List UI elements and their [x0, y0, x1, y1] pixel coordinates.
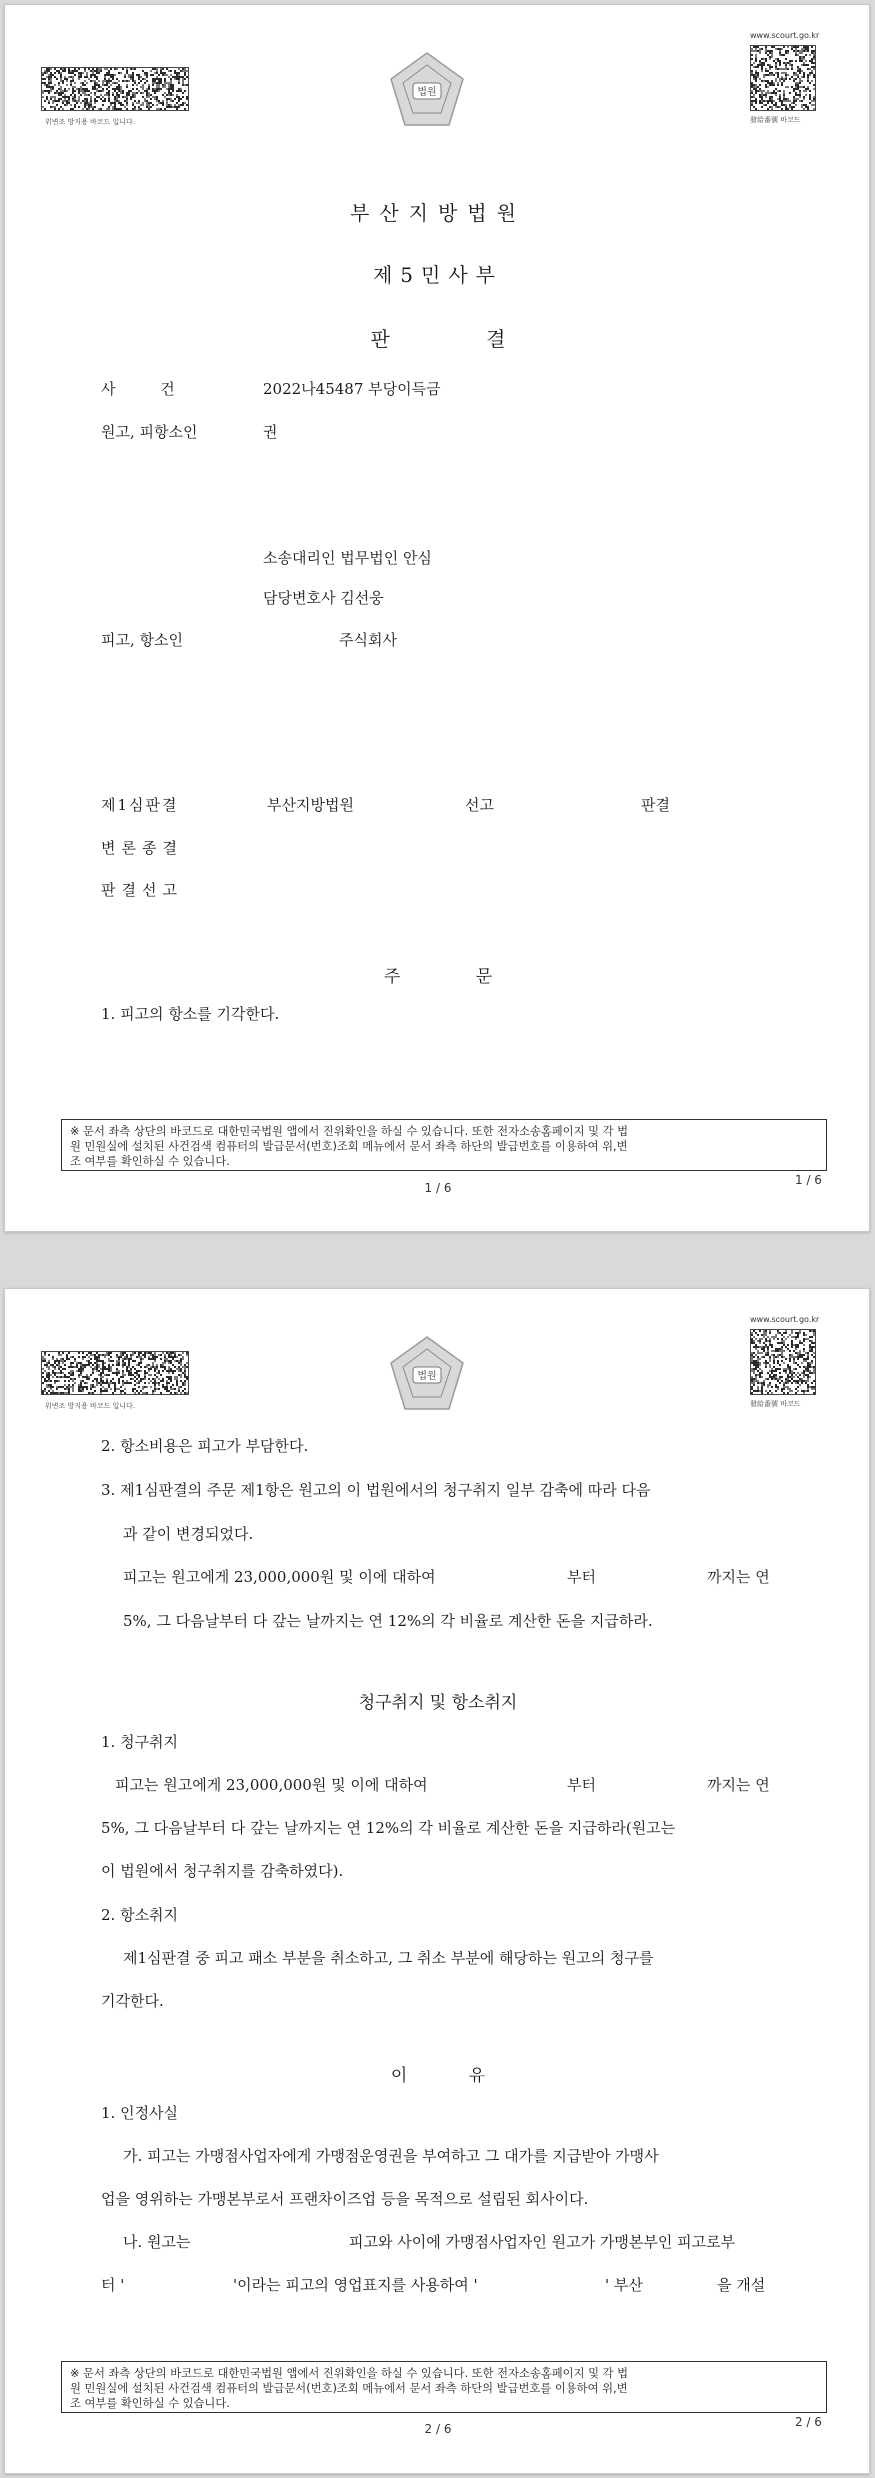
issue-number-qr-code — [750, 1329, 816, 1395]
appeal-item-2: 2. 항소취지 — [101, 1906, 179, 1924]
order-item-3-line-3b: 부터 — [567, 1568, 596, 1586]
claim-heading: 청구취지 및 항소취지 — [358, 1693, 518, 1713]
claim-line-2: 5%, 그 다음날부터 다 갚는 날까지는 연 12%의 각 비율로 계산한 돈을 지급하라(원고는 — [101, 1819, 676, 1837]
order-item-1: 1. 피고의 항소를 기각한다. — [101, 1005, 280, 1023]
order-heading: 주 문 — [383, 967, 493, 987]
fact-na-line-1a: 나. 원고는 — [123, 2233, 191, 2251]
verification-notice — [61, 2361, 827, 2413]
notice-line-3: 조 여부를 확인하실 수 있습니다. — [70, 1155, 230, 1168]
order-item-3-line-4: 5%, 그 다음날부터 다 갚는 날까지는 연 12%의 각 비율로 계산한 돈을 지급하라. — [123, 1612, 653, 1630]
order-item-3-line-3c: 까지는 연 — [707, 1568, 770, 1586]
fact-na-line-2a: 터 ' — [101, 2276, 125, 2294]
page-number-right: 1 / 6 — [795, 1173, 822, 1187]
barcode-caption: 위변조 방지용 바코드 입니다. — [45, 1402, 136, 1410]
first-instance-court: 부산지방법원 — [267, 796, 354, 814]
verification-notice — [61, 1119, 827, 1171]
court-seal-icon — [385, 1333, 469, 1417]
seal-text: 법원 — [417, 1371, 437, 1382]
case-value: 2022나45487 부당이득금 — [263, 380, 441, 398]
appeal-line-2: 기각한다. — [101, 1992, 164, 2010]
closing-label: 변론종결 — [101, 839, 183, 857]
claim-line-1b: 부터 — [567, 1776, 596, 1794]
order-item-3-line-1: 3. 제1심판결의 주문 제1항은 원고의 이 법원에서의 청구취지 일부 감축에 따라 다음 — [101, 1481, 651, 1499]
court-name: 부산지방법원 — [350, 201, 526, 225]
court-seal-icon — [385, 49, 469, 133]
document-page-1 — [4, 4, 870, 1232]
notice-line-3: 조 여부를 확인하실 수 있습니다. — [70, 2397, 230, 2410]
fact-na-line-2b: '이라는 피고의 영업표지를 사용하여 ' — [233, 2276, 478, 2294]
plaintiff-value: 권 — [263, 423, 278, 441]
notice-line-2: 원 민원실에 설치된 사건검색 컴퓨터의 발급문서(번호)조회 메뉴에서 문서 좌측 하단의 발급번호를 이용하여 위,변 — [70, 2382, 628, 2395]
seal-text: 법원 — [417, 87, 437, 98]
claim-item-1: 1. 청구취지 — [101, 1733, 179, 1751]
counsel-firm: 소송대리인 법무법인 안심 — [263, 549, 432, 567]
judgment-title: 판 결 — [370, 327, 506, 351]
notice-line-1: ※ 문서 좌측 상단의 바코드로 대한민국법원 앱에서 진위확인을 하실 수 있습니다. 또한 전자소송홈페이지 및 각 법 — [70, 1125, 629, 1138]
claim-line-3: 이 법원에서 청구취지를 감축하였다). — [101, 1862, 344, 1880]
issue-number-qr-code — [750, 45, 816, 111]
claim-line-1c: 까지는 연 — [707, 1776, 770, 1794]
fact-na-line-2c: ' 부산 — [605, 2276, 643, 2294]
fact-ga-line-2: 업을 영위하는 가맹본부로서 프랜차이즈업 등을 목적으로 설립된 회사이다. — [101, 2190, 589, 2208]
first-instance-pronounce: 선고 — [465, 796, 494, 814]
notice-line-1: ※ 문서 좌측 상단의 바코드로 대한민국법원 앱에서 진위확인을 하실 수 있습니다. 또한 전자소송홈페이지 및 각 법 — [70, 2367, 629, 2380]
division-name: 제5민사부 — [372, 263, 503, 287]
order-item-2: 2. 항소비용은 피고가 부담한다. — [101, 1437, 309, 1455]
pronounce-label: 판결선고 — [101, 881, 183, 899]
case-label: 사 건 — [101, 380, 175, 398]
counsel-attorney: 담당변호사 김선웅 — [263, 589, 384, 607]
claim-line-1a: 피고는 원고에게 23,000,000원 및 이에 대하여 — [115, 1776, 428, 1794]
defendant-label: 피고, 항소인 — [101, 631, 183, 649]
barcode-caption: 위변조 방지용 바코드 입니다. — [45, 118, 136, 126]
first-instance-label: 제1심판결 — [101, 796, 179, 814]
page-number: 1 / 6 — [424, 1181, 452, 1195]
first-instance-judgment: 판결 — [641, 796, 670, 814]
reason-heading: 이 유 — [390, 2066, 486, 2086]
qr-caption: 發給番號 바코드 — [750, 1400, 801, 1408]
order-item-3-line-3a: 피고는 원고에게 23,000,000원 및 이에 대하여 — [123, 1568, 436, 1586]
qr-caption: 發給番號 바코드 — [750, 116, 801, 124]
fact-na-line-1b: 피고와 사이에 가맹점사업자인 원고가 가맹본부인 피고로부 — [349, 2233, 736, 2251]
fact-item-1: 1. 인정사실 — [101, 2104, 179, 2122]
defendant-value: 주식회사 — [339, 631, 397, 649]
fact-na-line-2d: 을 개설 — [717, 2276, 766, 2294]
anti-forgery-barcode — [41, 1351, 189, 1395]
court-website-label: www.scourt.go.kr — [750, 31, 820, 40]
anti-forgery-barcode — [41, 67, 189, 111]
page-number: 2 / 6 — [424, 2422, 452, 2436]
page-number-right: 2 / 6 — [795, 2415, 822, 2429]
document-page-2 — [4, 1288, 870, 2474]
plaintiff-label: 원고, 피항소인 — [101, 423, 198, 441]
notice-line-2: 원 민원실에 설치된 사건검색 컴퓨터의 발급문서(번호)조회 메뉴에서 문서 좌측 하단의 발급번호를 이용하여 위,변 — [70, 1140, 628, 1153]
court-website-label: www.scourt.go.kr — [750, 1315, 820, 1324]
order-item-3-line-2: 과 같이 변경되었다. — [123, 1525, 254, 1543]
appeal-line-1: 제1심판결 중 피고 패소 부분을 취소하고, 그 취소 부분에 해당하는 원고의 청구를 — [123, 1949, 654, 1967]
fact-ga-line-1: 가. 피고는 가맹점사업자에게 가맹점운영권을 부여하고 그 대가를 지급받아 가맹사 — [123, 2147, 659, 2165]
